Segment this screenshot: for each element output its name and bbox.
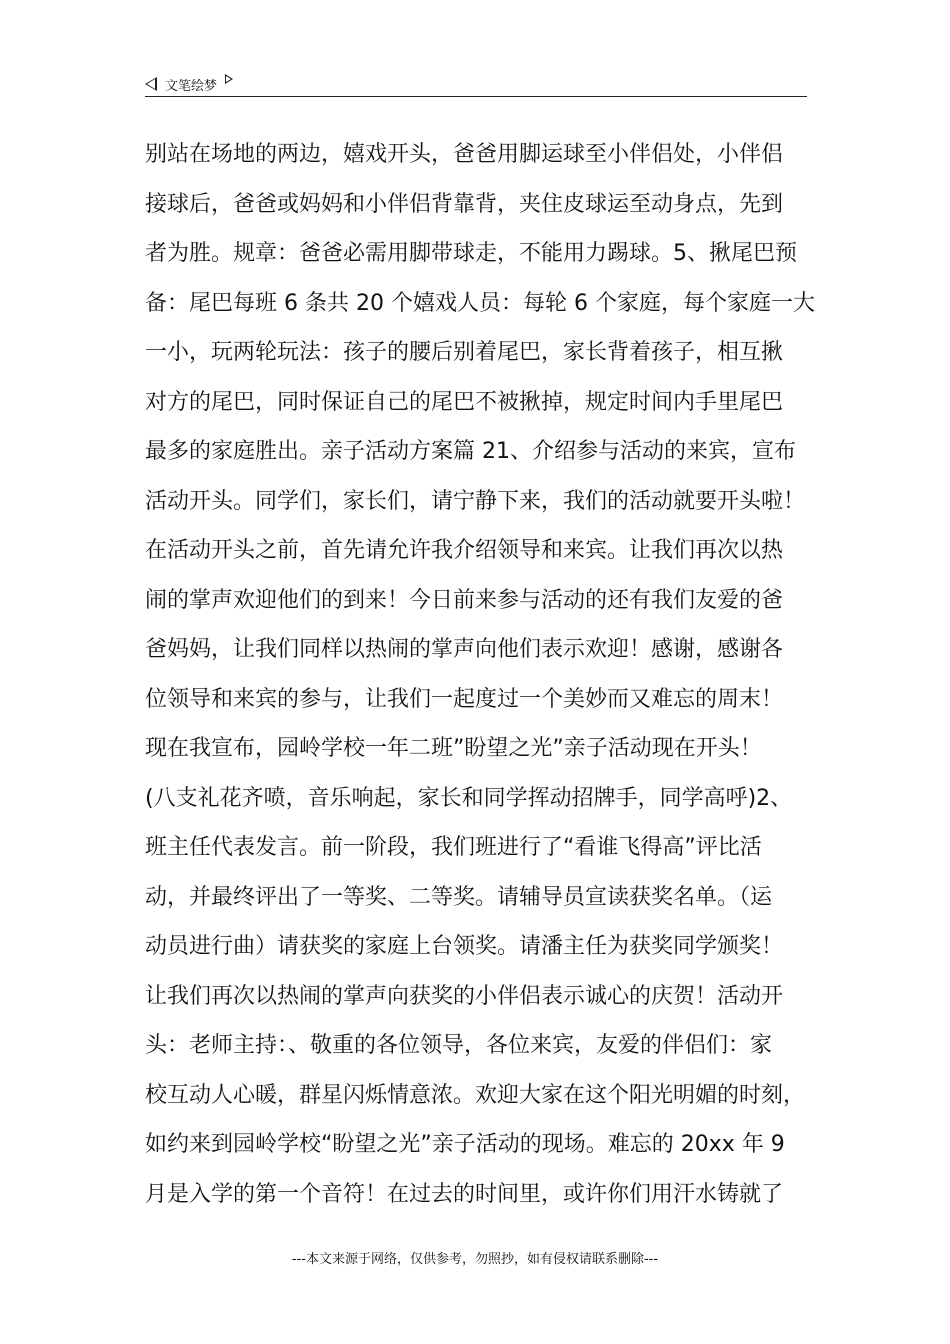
text-line: 活动开头。同学们，家长们，请宁静下来，我们的活动就要开头啦！ — [145, 488, 806, 514]
text-line: 爸妈妈，让我们同样以热闹的掌声向他们表示欢迎！感谢，感谢各 — [145, 637, 784, 662]
text-line: 一小，玩两轮玩法：孩子的腰后别着尾巴，家长背着孩子，相互揪 — [145, 340, 784, 365]
triangle-left-icon — [145, 77, 157, 91]
text-line: 头：老师主持：、敬重的各位领导，各位来宾，友爱的伴侣们：家 — [145, 1033, 773, 1058]
page-footer-disclaimer: ---本文来源于网络，仅供参考，勿照抄，如有侵权请联系删除--- — [291, 1252, 659, 1267]
page-header — [145, 72, 807, 97]
text-line: 动员进行曲）请获奖的家庭上台领奖。请潘主任为获奖同学颁奖！ — [145, 934, 784, 959]
text-line: 月是入学的第一个音符！在过去的时间里，或许你们用汗水铸就了 — [145, 1181, 784, 1207]
text-line: 校互动人心暖，群星闪烁情意浓。欢迎大家在这个阳光明媚的时刻， — [145, 1082, 806, 1108]
triangle-right-icon — [225, 74, 233, 84]
header-title: 文笔绘梦 — [165, 78, 218, 94]
text-line: 班主任代表发言。前一阶段，我们班进行了“看谁飞得高”评比活 — [145, 835, 762, 860]
text-line: 对方的尾巴，同时保证自己的尾巴不被揪掉，规定时间内手里尾巴 — [145, 389, 784, 415]
text-line: 者为胜。规章：爸爸必需用脚带球走，不能用力踢球。5、揪尾巴预 — [145, 241, 797, 266]
text-line: (八支礼花齐喷，音乐响起，家长和同学挥动招牌手，同学高呼)2、 — [145, 785, 793, 811]
document-body — [145, 130, 815, 1219]
text-line: 闹的掌声欢迎他们的到来！今日前来参与活动的还有我们友爱的爸 — [145, 587, 784, 613]
text-line: 备：尾巴每班 6 条共 20 个嬉戏人员：每轮 6 个家庭，每个家庭一大 — [145, 290, 815, 316]
text-line: 如约来到园岭学校“盼望之光”亲子活动的现场。难忘的 20xx 年 9 — [145, 1132, 785, 1157]
text-line: 接球后，爸爸或妈妈和小伴侣背靠背，夹住皮球运至动身点，先到 — [145, 191, 784, 217]
text-line: 在活动开头之前，首先请允许我介绍领导和来宾。让我们再次以热 — [145, 538, 784, 563]
text-line: 位领导和来宾的参与，让我们一起度过一个美妙而又难忘的周末！ — [145, 686, 784, 712]
text-line: 别站在场地的两边，嬉戏开头，爸爸用脚运球至小伴侣处，小伴侣 — [145, 142, 784, 167]
text-line: 动，并最终评出了一等奖、二等奖。请辅导员宣读获奖名单。（运 — [145, 884, 773, 910]
text-line: 现在我宣布，园岭学校一年二班”盼望之光”亲子活动现在开头！ — [145, 736, 762, 761]
text-line: 最多的家庭胜出。亲子活动方案篇 21、介绍参与活动的来宾，宣布 — [145, 439, 796, 464]
text-line: 让我们再次以热闹的掌声向获奖的小伴侣表示诚心的庆贺！活动开 — [145, 983, 784, 1009]
